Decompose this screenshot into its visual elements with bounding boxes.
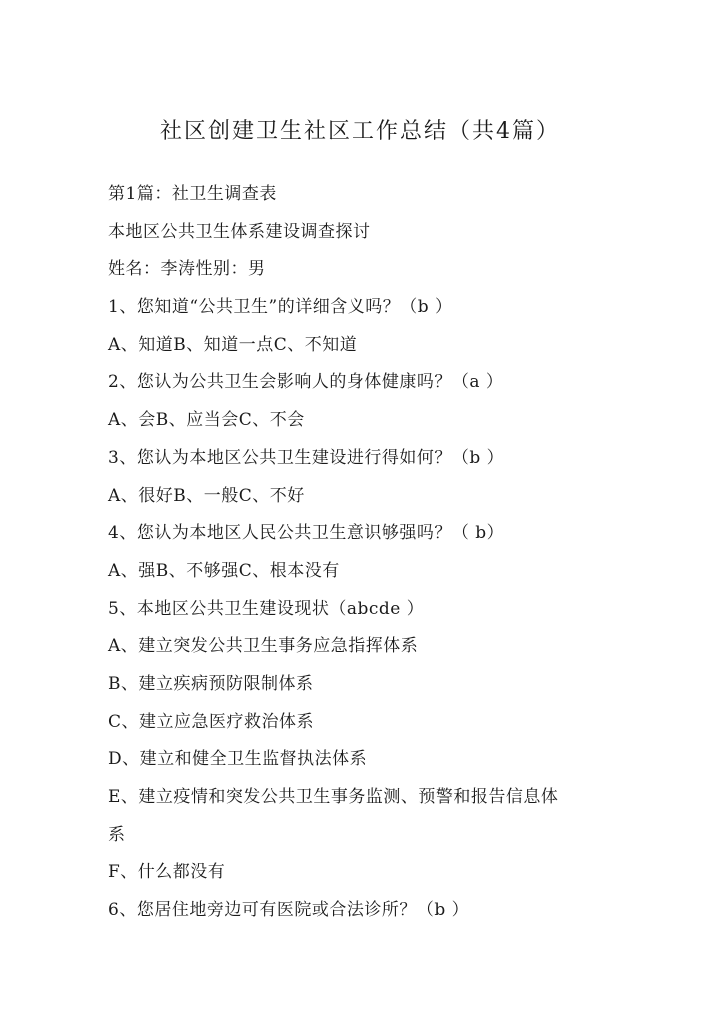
question-3: 3、您认为本地区公共卫生建设进行得如何？（b ） bbox=[108, 447, 505, 468]
document-body bbox=[108, 176, 628, 930]
question-5-option-e: E、建立疫情和突发公共卫生事务监测、预警和报告信息体 bbox=[108, 787, 559, 807]
respondent-info: 姓名：李涛性别：男 bbox=[108, 259, 266, 280]
question-5-option-c: C、建立应急医疗救治体系 bbox=[108, 711, 315, 732]
question-1: 1、您知道“公共卫生”的详细含义吗？（b ） bbox=[108, 297, 453, 318]
question-5: 5、本地区公共卫生建设现状（abcde ） bbox=[108, 598, 425, 619]
section-heading: 第1篇：社卫生调查表 bbox=[108, 184, 277, 204]
question-5-option-e-continued: 系 bbox=[108, 824, 126, 845]
question-5-option-b: B、建立疾病预防限制体系 bbox=[108, 673, 314, 694]
question-1-options: A、知道B、知道一点C、不知道 bbox=[108, 334, 358, 355]
question-5-option-f: F、什么都没有 bbox=[108, 862, 226, 883]
question-4-options: A、强B、不够强C、根本没有 bbox=[108, 560, 340, 581]
question-5-option-d: D、建立和健全卫生监督执法体系 bbox=[108, 749, 368, 770]
question-6: 6、您居住地旁边可有医院或合法诊所？（b ） bbox=[108, 900, 470, 921]
question-2-options: A、会B、应当会C、不会 bbox=[108, 410, 305, 431]
question-3-options: A、很好B、一般C、不好 bbox=[108, 485, 305, 506]
survey-subtitle: 本地区公共卫生体系建设调查探讨 bbox=[108, 221, 371, 242]
question-5-option-a: A、建立突发公共卫生事务应急指挥体系 bbox=[108, 636, 419, 657]
question-4: 4、您认为本地区人民公共卫生意识够强吗？（ b） bbox=[108, 523, 505, 544]
document-title: 社区创建卫生社区工作总结（共4篇） bbox=[160, 119, 560, 144]
question-2: 2、您认为公共卫生会影响人的身体健康吗？（a ） bbox=[108, 372, 504, 393]
